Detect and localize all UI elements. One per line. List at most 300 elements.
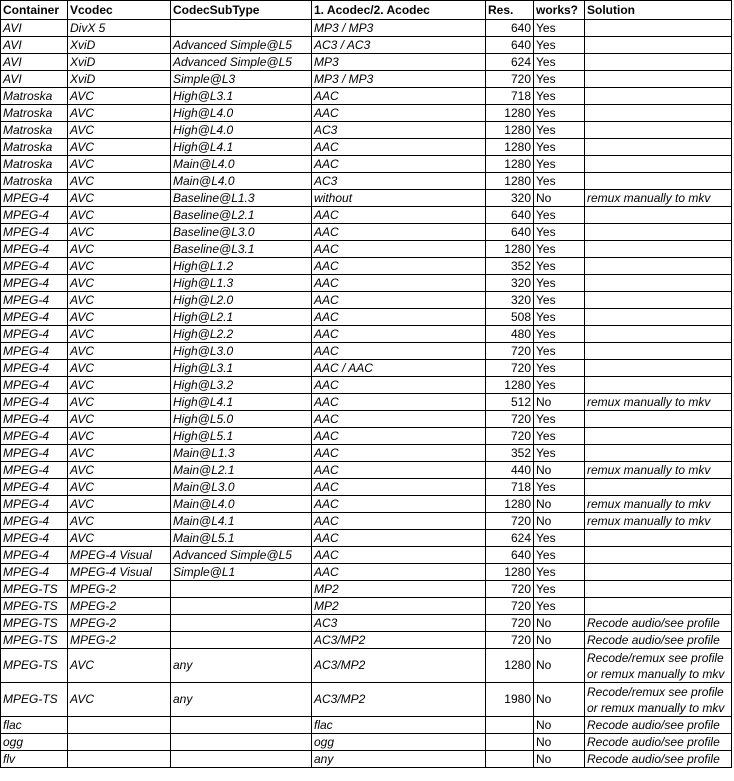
table-row	[1, 479, 732, 496]
resolution-cell: 1280	[486, 156, 534, 173]
acodec-cell: without	[312, 190, 486, 207]
works-cell: Yes	[534, 258, 585, 275]
table-row	[1, 496, 732, 513]
container-cell: MPEG-4	[1, 275, 68, 292]
works-cell: Yes	[534, 326, 585, 343]
vcodec-cell: AVC	[68, 428, 171, 445]
vcodec-cell	[68, 717, 171, 734]
acodec-cell: AAC	[312, 479, 486, 496]
container-cell: Matroska	[1, 88, 68, 105]
solution-cell	[585, 581, 732, 598]
table-row	[1, 156, 732, 173]
acodec-cell: AAC	[312, 105, 486, 122]
vcodec-cell: MPEG-2	[68, 615, 171, 632]
vcodec-cell: AVC	[68, 462, 171, 479]
works-cell: Yes	[534, 411, 585, 428]
resolution-cell: 720	[486, 632, 534, 649]
vcodec-cell: AVC	[68, 343, 171, 360]
works-cell: Yes	[534, 139, 585, 156]
container-cell: MPEG-4	[1, 564, 68, 581]
container-cell: MPEG-4	[1, 377, 68, 394]
resolution-cell: 1280	[486, 496, 534, 513]
solution-cell	[585, 343, 732, 360]
vcodec-cell: AVC	[68, 88, 171, 105]
vcodec-cell: AVC	[68, 394, 171, 411]
vcodec-cell: AVC	[68, 326, 171, 343]
acodec-cell: AAC	[312, 258, 486, 275]
codec-subtype-cell	[171, 734, 312, 751]
solution-cell	[585, 37, 732, 54]
resolution-cell: 720	[486, 615, 534, 632]
codec-subtype-cell: High@L4.0	[171, 122, 312, 139]
codec-subtype-cell: Main@L4.0	[171, 496, 312, 513]
works-cell: No	[534, 751, 585, 768]
table-row	[1, 122, 732, 139]
acodec-cell: AAC	[312, 513, 486, 530]
works-cell: Yes	[534, 224, 585, 241]
acodec-cell: AAC	[312, 207, 486, 224]
codec-subtype-cell: Simple@L3	[171, 71, 312, 88]
container-cell: MPEG-4	[1, 411, 68, 428]
vcodec-cell: AVC	[68, 224, 171, 241]
container-cell: MPEG-4	[1, 496, 68, 513]
container-cell: Matroska	[1, 122, 68, 139]
acodec-cell: ogg	[312, 734, 486, 751]
table-row	[1, 37, 732, 54]
vcodec-cell: AVC	[68, 207, 171, 224]
acodec-cell: AC3 / AC3	[312, 37, 486, 54]
table-row	[1, 564, 732, 581]
resolution-cell: 640	[486, 37, 534, 54]
works-cell: Yes	[534, 20, 585, 37]
resolution-cell: 508	[486, 309, 534, 326]
resolution-cell: 720	[486, 360, 534, 377]
resolution-cell: 720	[486, 581, 534, 598]
works-cell: Yes	[534, 309, 585, 326]
table-row	[1, 547, 732, 564]
container-cell: Matroska	[1, 105, 68, 122]
table-row	[1, 139, 732, 156]
codec-subtype-cell: High@L2.1	[171, 309, 312, 326]
resolution-cell: 1280	[486, 241, 534, 258]
solution-cell: Recode audio/see profile	[585, 751, 732, 768]
table-row	[1, 309, 732, 326]
works-cell: Yes	[534, 343, 585, 360]
resolution-cell: 1280	[486, 105, 534, 122]
resolution-cell: 440	[486, 462, 534, 479]
codec-subtype-cell	[171, 751, 312, 768]
resolution-cell: 1280	[486, 122, 534, 139]
works-cell: Yes	[534, 564, 585, 581]
solution-cell	[585, 20, 732, 37]
acodec-cell: MP2	[312, 598, 486, 615]
container-cell: AVI	[1, 71, 68, 88]
works-cell: Yes	[534, 241, 585, 258]
works-cell: Yes	[534, 360, 585, 377]
vcodec-cell: AVC	[68, 275, 171, 292]
works-cell: No	[534, 649, 585, 683]
solution-cell	[585, 428, 732, 445]
solution-cell	[585, 139, 732, 156]
vcodec-cell: AVC	[68, 105, 171, 122]
container-cell: MPEG-4	[1, 547, 68, 564]
solution-cell: remux manually to mkv	[585, 513, 732, 530]
acodec-cell: AAC	[312, 139, 486, 156]
works-cell: Yes	[534, 156, 585, 173]
container-cell: MPEG-4	[1, 360, 68, 377]
acodec-cell: MP3	[312, 54, 486, 71]
vcodec-cell: AVC	[68, 258, 171, 275]
resolution-cell: 640	[486, 547, 534, 564]
works-cell: Yes	[534, 54, 585, 71]
codec-subtype-cell	[171, 20, 312, 37]
vcodec-cell: XviD	[68, 71, 171, 88]
vcodec-cell: AVC	[68, 683, 171, 717]
container-cell: MPEG-4	[1, 343, 68, 360]
resolution-cell: 624	[486, 54, 534, 71]
solution-cell	[585, 377, 732, 394]
container-cell: AVI	[1, 20, 68, 37]
acodec-cell: AAC	[312, 292, 486, 309]
resolution-cell: 320	[486, 275, 534, 292]
acodec-cell: AC3/MP2	[312, 649, 486, 683]
container-cell: MPEG-4	[1, 292, 68, 309]
table-row	[1, 581, 732, 598]
works-cell: Yes	[534, 207, 585, 224]
container-cell: AVI	[1, 37, 68, 54]
codec-subtype-cell: High@L5.1	[171, 428, 312, 445]
solution-cell: Recode audio/see profile	[585, 632, 732, 649]
works-cell: Yes	[534, 479, 585, 496]
resolution-cell: 512	[486, 394, 534, 411]
header-row	[1, 1, 732, 20]
resolution-cell: 320	[486, 190, 534, 207]
vcodec-cell: AVC	[68, 530, 171, 547]
acodec-cell: AAC	[312, 241, 486, 258]
solution-cell	[585, 156, 732, 173]
codec-subtype-cell: Simple@L1	[171, 564, 312, 581]
solution-cell	[585, 88, 732, 105]
solution-cell	[585, 292, 732, 309]
codec-subtype-cell: High@L3.0	[171, 343, 312, 360]
solution-cell	[585, 54, 732, 71]
solution-cell	[585, 122, 732, 139]
solution-cell: Recode/remux see profile or remux manually to mkv	[585, 683, 732, 717]
solution-cell	[585, 105, 732, 122]
container-cell: MPEG-4	[1, 462, 68, 479]
works-cell: Yes	[534, 292, 585, 309]
container-cell: MPEG-4	[1, 428, 68, 445]
container-cell: Matroska	[1, 139, 68, 156]
codec-subtype-cell	[171, 598, 312, 615]
acodec-cell: AAC	[312, 309, 486, 326]
works-cell: Yes	[534, 547, 585, 564]
table-row	[1, 445, 732, 462]
table-row	[1, 190, 732, 207]
container-cell: MPEG-TS	[1, 632, 68, 649]
table-row	[1, 717, 732, 734]
acodec-cell: MP3 / MP3	[312, 71, 486, 88]
codec-subtype-cell	[171, 581, 312, 598]
vcodec-cell: AVC	[68, 360, 171, 377]
table-row	[1, 377, 732, 394]
works-cell: Yes	[534, 275, 585, 292]
table-row	[1, 241, 732, 258]
codec-subtype-cell: High@L2.0	[171, 292, 312, 309]
resolution-cell: 640	[486, 224, 534, 241]
table-row	[1, 751, 732, 768]
resolution-cell	[486, 734, 534, 751]
vcodec-cell: AVC	[68, 309, 171, 326]
container-cell: MPEG-4	[1, 224, 68, 241]
vcodec-cell: MPEG-4 Visual	[68, 564, 171, 581]
header-works: works?	[534, 1, 585, 20]
solution-cell	[585, 598, 732, 615]
vcodec-cell: AVC	[68, 445, 171, 462]
codec-subtype-cell: High@L2.2	[171, 326, 312, 343]
acodec-cell: AAC / AAC	[312, 360, 486, 377]
codec-subtype-cell: Main@L4.0	[171, 156, 312, 173]
codec-subtype-cell: Main@L1.3	[171, 445, 312, 462]
container-cell: Matroska	[1, 173, 68, 190]
acodec-cell: AC3/MP2	[312, 683, 486, 717]
resolution-cell: 624	[486, 530, 534, 547]
table-row	[1, 598, 732, 615]
table-row	[1, 615, 732, 632]
acodec-cell: AAC	[312, 445, 486, 462]
codec-subtype-cell: High@L4.1	[171, 139, 312, 156]
acodec-cell: AAC	[312, 377, 486, 394]
works-cell: No	[534, 632, 585, 649]
codec-subtype-cell: Main@L3.0	[171, 479, 312, 496]
acodec-cell: AAC	[312, 224, 486, 241]
resolution-cell	[486, 751, 534, 768]
works-cell: Yes	[534, 37, 585, 54]
solution-cell	[585, 360, 732, 377]
resolution-cell: 320	[486, 292, 534, 309]
resolution-cell: 1280	[486, 377, 534, 394]
header-solution: Solution	[585, 1, 732, 20]
works-cell: No	[534, 513, 585, 530]
header-acodec: 1. Acodec/2. Acodec	[312, 1, 486, 20]
codec-subtype-cell: Main@L2.1	[171, 462, 312, 479]
codec-subtype-cell: High@L5.0	[171, 411, 312, 428]
vcodec-cell: XviD	[68, 37, 171, 54]
table-row	[1, 360, 732, 377]
resolution-cell: 720	[486, 411, 534, 428]
container-cell: MPEG-4	[1, 394, 68, 411]
vcodec-cell: AVC	[68, 139, 171, 156]
vcodec-cell: AVC	[68, 496, 171, 513]
acodec-cell: flac	[312, 717, 486, 734]
container-cell: flv	[1, 751, 68, 768]
works-cell: Yes	[534, 530, 585, 547]
codec-subtype-cell: High@L4.1	[171, 394, 312, 411]
vcodec-cell: AVC	[68, 377, 171, 394]
acodec-cell: AC3	[312, 173, 486, 190]
codec-subtype-cell: High@L1.2	[171, 258, 312, 275]
vcodec-cell: AVC	[68, 411, 171, 428]
works-cell: Yes	[534, 445, 585, 462]
container-cell: MPEG-4	[1, 445, 68, 462]
resolution-cell: 1280	[486, 649, 534, 683]
codec-subtype-cell: any	[171, 649, 312, 683]
resolution-cell: 1280	[486, 139, 534, 156]
resolution-cell: 720	[486, 513, 534, 530]
codec-subtype-cell: Main@L4.0	[171, 173, 312, 190]
codec-subtype-cell: High@L4.0	[171, 105, 312, 122]
solution-cell	[585, 547, 732, 564]
works-cell: Yes	[534, 377, 585, 394]
table-row	[1, 326, 732, 343]
table-row	[1, 343, 732, 360]
works-cell: No	[534, 734, 585, 751]
codec-subtype-cell: Main@L4.1	[171, 513, 312, 530]
container-cell: MPEG-4	[1, 326, 68, 343]
solution-cell	[585, 411, 732, 428]
acodec-cell: AAC	[312, 564, 486, 581]
solution-cell: remux manually to mkv	[585, 462, 732, 479]
acodec-cell: AC3	[312, 122, 486, 139]
acodec-cell: MP2	[312, 581, 486, 598]
container-cell: MPEG-TS	[1, 615, 68, 632]
acodec-cell: AAC	[312, 496, 486, 513]
container-cell: MPEG-TS	[1, 581, 68, 598]
table-row	[1, 105, 732, 122]
works-cell: No	[534, 717, 585, 734]
works-cell: Yes	[534, 122, 585, 139]
resolution-cell: 352	[486, 258, 534, 275]
vcodec-cell: AVC	[68, 241, 171, 258]
codec-subtype-cell: Baseline@L3.0	[171, 224, 312, 241]
solution-cell	[585, 258, 732, 275]
vcodec-cell: DivX 5	[68, 20, 171, 37]
acodec-cell: AC3	[312, 615, 486, 632]
resolution-cell: 1280	[486, 173, 534, 190]
solution-cell	[585, 564, 732, 581]
resolution-cell: 1980	[486, 683, 534, 717]
vcodec-cell: AVC	[68, 156, 171, 173]
acodec-cell: AAC	[312, 275, 486, 292]
solution-cell: Recode audio/see profile	[585, 717, 732, 734]
acodec-cell: AAC	[312, 156, 486, 173]
container-cell: flac	[1, 717, 68, 734]
solution-cell	[585, 241, 732, 258]
acodec-cell: AAC	[312, 88, 486, 105]
table-row	[1, 734, 732, 751]
vcodec-cell	[68, 751, 171, 768]
acodec-cell: any	[312, 751, 486, 768]
acodec-cell: AAC	[312, 428, 486, 445]
table-row	[1, 224, 732, 241]
solution-cell: Recode audio/see profile	[585, 734, 732, 751]
works-cell: Yes	[534, 581, 585, 598]
table-row	[1, 292, 732, 309]
table-row	[1, 462, 732, 479]
table-row	[1, 632, 732, 649]
solution-cell	[585, 71, 732, 88]
acodec-cell: AAC	[312, 547, 486, 564]
codec-subtype-cell: any	[171, 683, 312, 717]
works-cell: No	[534, 394, 585, 411]
container-cell: MPEG-TS	[1, 683, 68, 717]
works-cell: No	[534, 462, 585, 479]
works-cell: Yes	[534, 105, 585, 122]
vcodec-cell: MPEG-2	[68, 598, 171, 615]
acodec-cell: AAC	[312, 326, 486, 343]
solution-cell	[585, 224, 732, 241]
header-vcodec: Vcodec	[68, 1, 171, 20]
works-cell: No	[534, 496, 585, 513]
resolution-cell: 480	[486, 326, 534, 343]
container-cell: MPEG-4	[1, 258, 68, 275]
container-cell: MPEG-4	[1, 479, 68, 496]
works-cell: No	[534, 190, 585, 207]
table-row	[1, 649, 732, 683]
table-row	[1, 530, 732, 547]
works-cell: Yes	[534, 88, 585, 105]
codec-subtype-cell: Main@L5.1	[171, 530, 312, 547]
solution-cell: remux manually to mkv	[585, 496, 732, 513]
solution-cell: Recode/remux see profile or remux manually to mkv	[585, 649, 732, 683]
resolution-cell: 640	[486, 20, 534, 37]
acodec-cell: AAC	[312, 394, 486, 411]
container-cell: MPEG-4	[1, 190, 68, 207]
vcodec-cell: AVC	[68, 292, 171, 309]
table-row	[1, 411, 732, 428]
table-row	[1, 207, 732, 224]
table-row	[1, 394, 732, 411]
vcodec-cell: MPEG-2	[68, 581, 171, 598]
vcodec-cell: MPEG-4 Visual	[68, 547, 171, 564]
table-row	[1, 54, 732, 71]
container-cell: Matroska	[1, 156, 68, 173]
codec-subtype-cell: Baseline@L1.3	[171, 190, 312, 207]
solution-cell: remux manually to mkv	[585, 190, 732, 207]
resolution-cell: 720	[486, 428, 534, 445]
codec-subtype-cell: Advanced Simple@L5	[171, 547, 312, 564]
header-container: Container	[1, 1, 68, 20]
solution-cell	[585, 326, 732, 343]
solution-cell	[585, 530, 732, 547]
table-row	[1, 428, 732, 445]
works-cell: Yes	[534, 173, 585, 190]
resolution-cell	[486, 717, 534, 734]
resolution-cell: 640	[486, 207, 534, 224]
acodec-cell: AC3/MP2	[312, 632, 486, 649]
codec-subtype-cell	[171, 717, 312, 734]
table-row	[1, 275, 732, 292]
solution-cell	[585, 309, 732, 326]
codec-subtype-cell: High@L1.3	[171, 275, 312, 292]
works-cell: Yes	[534, 428, 585, 445]
vcodec-cell: XviD	[68, 54, 171, 71]
table-row	[1, 173, 732, 190]
table-row	[1, 258, 732, 275]
vcodec-cell: AVC	[68, 122, 171, 139]
codec-subtype-cell	[171, 632, 312, 649]
resolution-cell: 718	[486, 479, 534, 496]
table-body	[1, 20, 732, 768]
resolution-cell: 1280	[486, 564, 534, 581]
header-resolution: Res.	[486, 1, 534, 20]
acodec-cell: AAC	[312, 530, 486, 547]
codec-subtype-cell	[171, 615, 312, 632]
container-cell: MPEG-TS	[1, 598, 68, 615]
solution-cell	[585, 207, 732, 224]
resolution-cell: 720	[486, 598, 534, 615]
vcodec-cell: AVC	[68, 173, 171, 190]
